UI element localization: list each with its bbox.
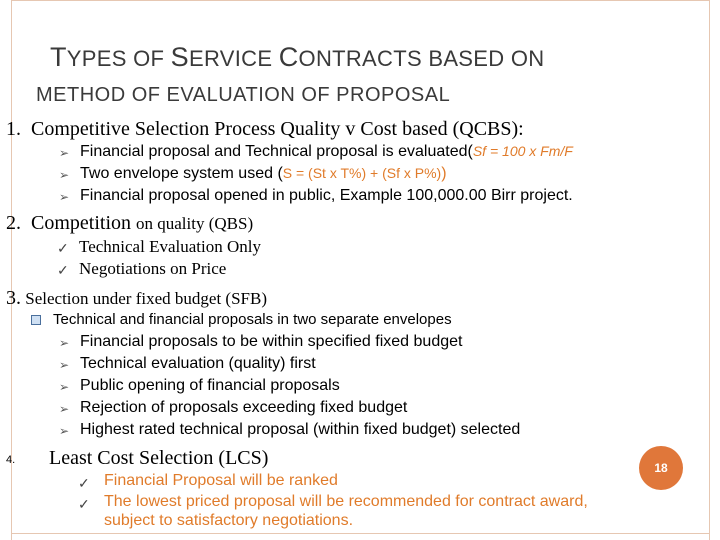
section-2-item-1: Technical Evaluation Only: [79, 237, 261, 256]
section-1-item-3: Financial proposal opened in public, Example 100,000.00 Birr project.: [80, 187, 573, 204]
slide-title-line1: TYPES OF SERVICE CONTRACTS BASED ON: [50, 42, 545, 72]
section-1-heading: 1. Competitive Selection Process Quality v Cost based (QCBS):: [6, 118, 524, 140]
section-3-heading: 3. Selection under fixed budget (SFB): [6, 287, 267, 309]
arrow-bullet-icon: ➢: [59, 424, 70, 438]
arrow-bullet-icon: ➢: [59, 380, 70, 394]
checkmark-icon: ✓: [57, 262, 69, 278]
section-2-heading: 2. Competition on quality (QBS): [6, 212, 254, 234]
square-bullet-icon: [31, 315, 41, 325]
arrow-bullet-icon: ➢: [59, 190, 70, 204]
section-4-number: 4.: [6, 454, 16, 466]
section-3-item-2: Technical evaluation (quality) first: [80, 355, 316, 372]
section-4-heading: Least Cost Selection (LCS): [49, 447, 269, 469]
slide-title-line2: METHOD OF EVALUATION OF PROPOSAL: [36, 84, 451, 106]
arrow-bullet-icon: ➢: [59, 402, 70, 416]
arrow-bullet-icon: ➢: [59, 168, 70, 182]
slide-border-right: [709, 0, 710, 540]
checkmark-icon: ✓: [78, 496, 90, 512]
section-3-subheading: Technical and financial proposals in two separate envelopes: [53, 311, 452, 328]
section-2-item-2: Negotiations on Price: [79, 259, 227, 278]
section-4-item-2-cont: subject to satisfactory negotiations.: [104, 512, 354, 529]
slide-border-bottom: [11, 533, 710, 534]
section-3-item-5: Highest rated technical proposal (within fixed budget) selected: [80, 421, 521, 438]
arrow-bullet-icon: ➢: [59, 336, 70, 350]
section-1-item-2: Two envelope system used (S = (St x T%) + (Sf x P%)): [80, 165, 447, 182]
checkmark-icon: ✓: [78, 475, 90, 491]
checkmark-icon: ✓: [57, 240, 69, 256]
slide-border-top: [11, 0, 710, 1]
page-number-badge: 18: [639, 446, 683, 490]
section-4-item-2: The lowest priced proposal will be recommended for contract award,: [104, 493, 588, 510]
arrow-bullet-icon: ➢: [59, 146, 70, 160]
section-3-item-3: Public opening of financial proposals: [80, 377, 340, 394]
section-3-item-1: Financial proposals to be within specified fixed budget: [80, 333, 463, 350]
section-1-item-1: Financial proposal and Technical proposal is evaluated(Sf = 100 x Fm/F: [80, 143, 573, 160]
section-4-item-1: Financial Proposal will be ranked: [104, 472, 338, 489]
arrow-bullet-icon: ➢: [59, 358, 70, 372]
section-3-item-4: Rejection of proposals exceeding fixed budget: [80, 399, 408, 416]
